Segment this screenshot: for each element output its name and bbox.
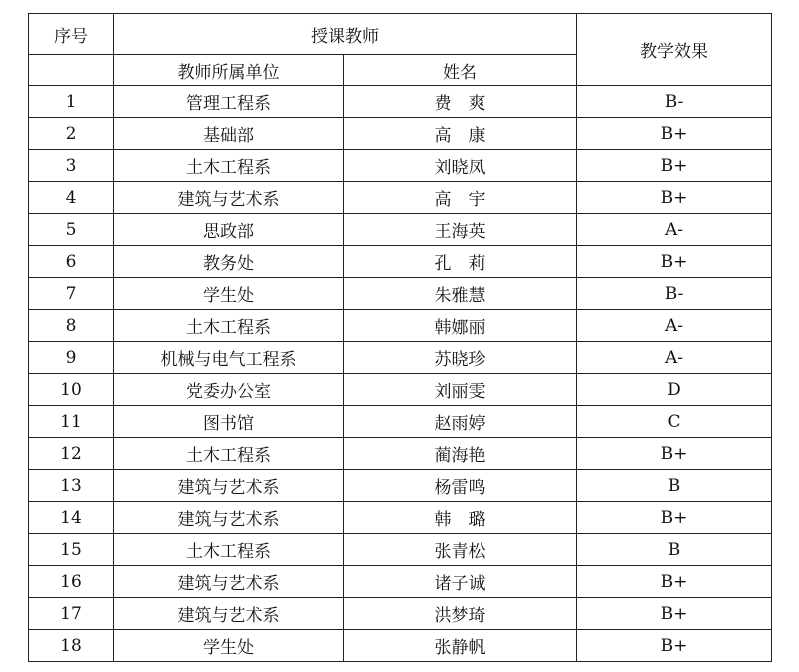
row-grade-cell: A-: [577, 342, 772, 374]
row-department-cell: 土木工程系: [114, 438, 344, 470]
row-index-cell: 2: [29, 118, 114, 150]
row-index-cell: 8: [29, 310, 114, 342]
row-grade-cell: B+: [577, 438, 772, 470]
table-row: [29, 86, 772, 118]
table-row: [29, 246, 772, 278]
row-name-cell: 朱雅慧: [344, 278, 577, 310]
row-name-cell: 王海英: [344, 214, 577, 246]
row-index-cell: 13: [29, 470, 114, 502]
row-department-cell: 管理工程系: [114, 86, 344, 118]
row-department-cell: 机械与电气工程系: [114, 342, 344, 374]
row-grade-cell: B-: [577, 86, 772, 118]
header-department: 教师所属单位: [114, 55, 344, 86]
row-name-cell: 刘晓凤: [344, 150, 577, 182]
row-grade-cell: B+: [577, 566, 772, 598]
row-name-cell: 韩 璐: [344, 502, 577, 534]
row-name-cell: 高 康: [344, 118, 577, 150]
row-department-cell: 土木工程系: [114, 534, 344, 566]
row-name-cell: 费 爽: [344, 86, 577, 118]
header-index-blank: [29, 55, 114, 86]
row-grade-cell: B+: [577, 182, 772, 214]
table-row: [29, 342, 772, 374]
row-name-cell: 苏晓珍: [344, 342, 577, 374]
row-name-cell: 韩娜丽: [344, 310, 577, 342]
row-name-cell: 孔 莉: [344, 246, 577, 278]
table-row: [29, 406, 772, 438]
row-department-cell: 思政部: [114, 214, 344, 246]
table-row: [29, 630, 772, 662]
row-department-cell: 建筑与艺术系: [114, 182, 344, 214]
table-row: [29, 150, 772, 182]
header-teacher-group: 授课教师: [114, 14, 577, 55]
table-row: [29, 278, 772, 310]
row-index-cell: 4: [29, 182, 114, 214]
row-index-cell: 17: [29, 598, 114, 630]
row-grade-cell: B+: [577, 502, 772, 534]
row-department-cell: 建筑与艺术系: [114, 566, 344, 598]
row-grade-cell: B: [577, 470, 772, 502]
row-name-cell: 杨雷鸣: [344, 470, 577, 502]
row-index-cell: 10: [29, 374, 114, 406]
table-row: [29, 534, 772, 566]
row-department-cell: 学生处: [114, 630, 344, 662]
row-grade-cell: B+: [577, 246, 772, 278]
row-name-cell: 张青松: [344, 534, 577, 566]
teaching-evaluation-table: [28, 13, 772, 662]
row-index-cell: 11: [29, 406, 114, 438]
table-row: [29, 214, 772, 246]
row-index-cell: 5: [29, 214, 114, 246]
row-department-cell: 教务处: [114, 246, 344, 278]
row-department-cell: 建筑与艺术系: [114, 598, 344, 630]
table-row: [29, 118, 772, 150]
row-index-cell: 3: [29, 150, 114, 182]
table-row: [29, 470, 772, 502]
table-row: [29, 374, 772, 406]
header-teaching-effect: 教学效果: [577, 14, 772, 86]
row-department-cell: 建筑与艺术系: [114, 470, 344, 502]
table-row: [29, 598, 772, 630]
header-name: 姓名: [344, 55, 577, 86]
row-department-cell: 学生处: [114, 278, 344, 310]
table-row: [29, 502, 772, 534]
evaluation-table-container: [28, 13, 771, 662]
row-department-cell: 图书馆: [114, 406, 344, 438]
row-name-cell: 高 宇: [344, 182, 577, 214]
row-index-cell: 18: [29, 630, 114, 662]
row-grade-cell: A-: [577, 310, 772, 342]
row-department-cell: 建筑与艺术系: [114, 502, 344, 534]
row-department-cell: 党委办公室: [114, 374, 344, 406]
row-grade-cell: B+: [577, 150, 772, 182]
row-department-cell: 基础部: [114, 118, 344, 150]
table-header: [29, 14, 772, 86]
row-grade-cell: B-: [577, 278, 772, 310]
row-name-cell: 洪梦琦: [344, 598, 577, 630]
row-grade-cell: B+: [577, 598, 772, 630]
row-index-cell: 14: [29, 502, 114, 534]
row-name-cell: 张静帆: [344, 630, 577, 662]
row-grade-cell: D: [577, 374, 772, 406]
table-row: [29, 566, 772, 598]
row-name-cell: 赵雨婷: [344, 406, 577, 438]
row-name-cell: 刘丽雯: [344, 374, 577, 406]
row-grade-cell: C: [577, 406, 772, 438]
row-index-cell: 9: [29, 342, 114, 374]
table-body: [29, 86, 772, 662]
row-department-cell: 土木工程系: [114, 150, 344, 182]
row-name-cell: 诸子诚: [344, 566, 577, 598]
row-index-cell: 1: [29, 86, 114, 118]
row-index-cell: 15: [29, 534, 114, 566]
row-index-cell: 6: [29, 246, 114, 278]
row-index-cell: 7: [29, 278, 114, 310]
header-index: 序号: [29, 14, 114, 55]
row-grade-cell: B+: [577, 118, 772, 150]
row-index-cell: 16: [29, 566, 114, 598]
row-grade-cell: A-: [577, 214, 772, 246]
table-row: [29, 310, 772, 342]
row-index-cell: 12: [29, 438, 114, 470]
row-name-cell: 蔺海艳: [344, 438, 577, 470]
table-row: [29, 182, 772, 214]
row-grade-cell: B+: [577, 630, 772, 662]
table-row: [29, 438, 772, 470]
header-row-1: [29, 14, 772, 55]
row-grade-cell: B: [577, 534, 772, 566]
row-department-cell: 土木工程系: [114, 310, 344, 342]
